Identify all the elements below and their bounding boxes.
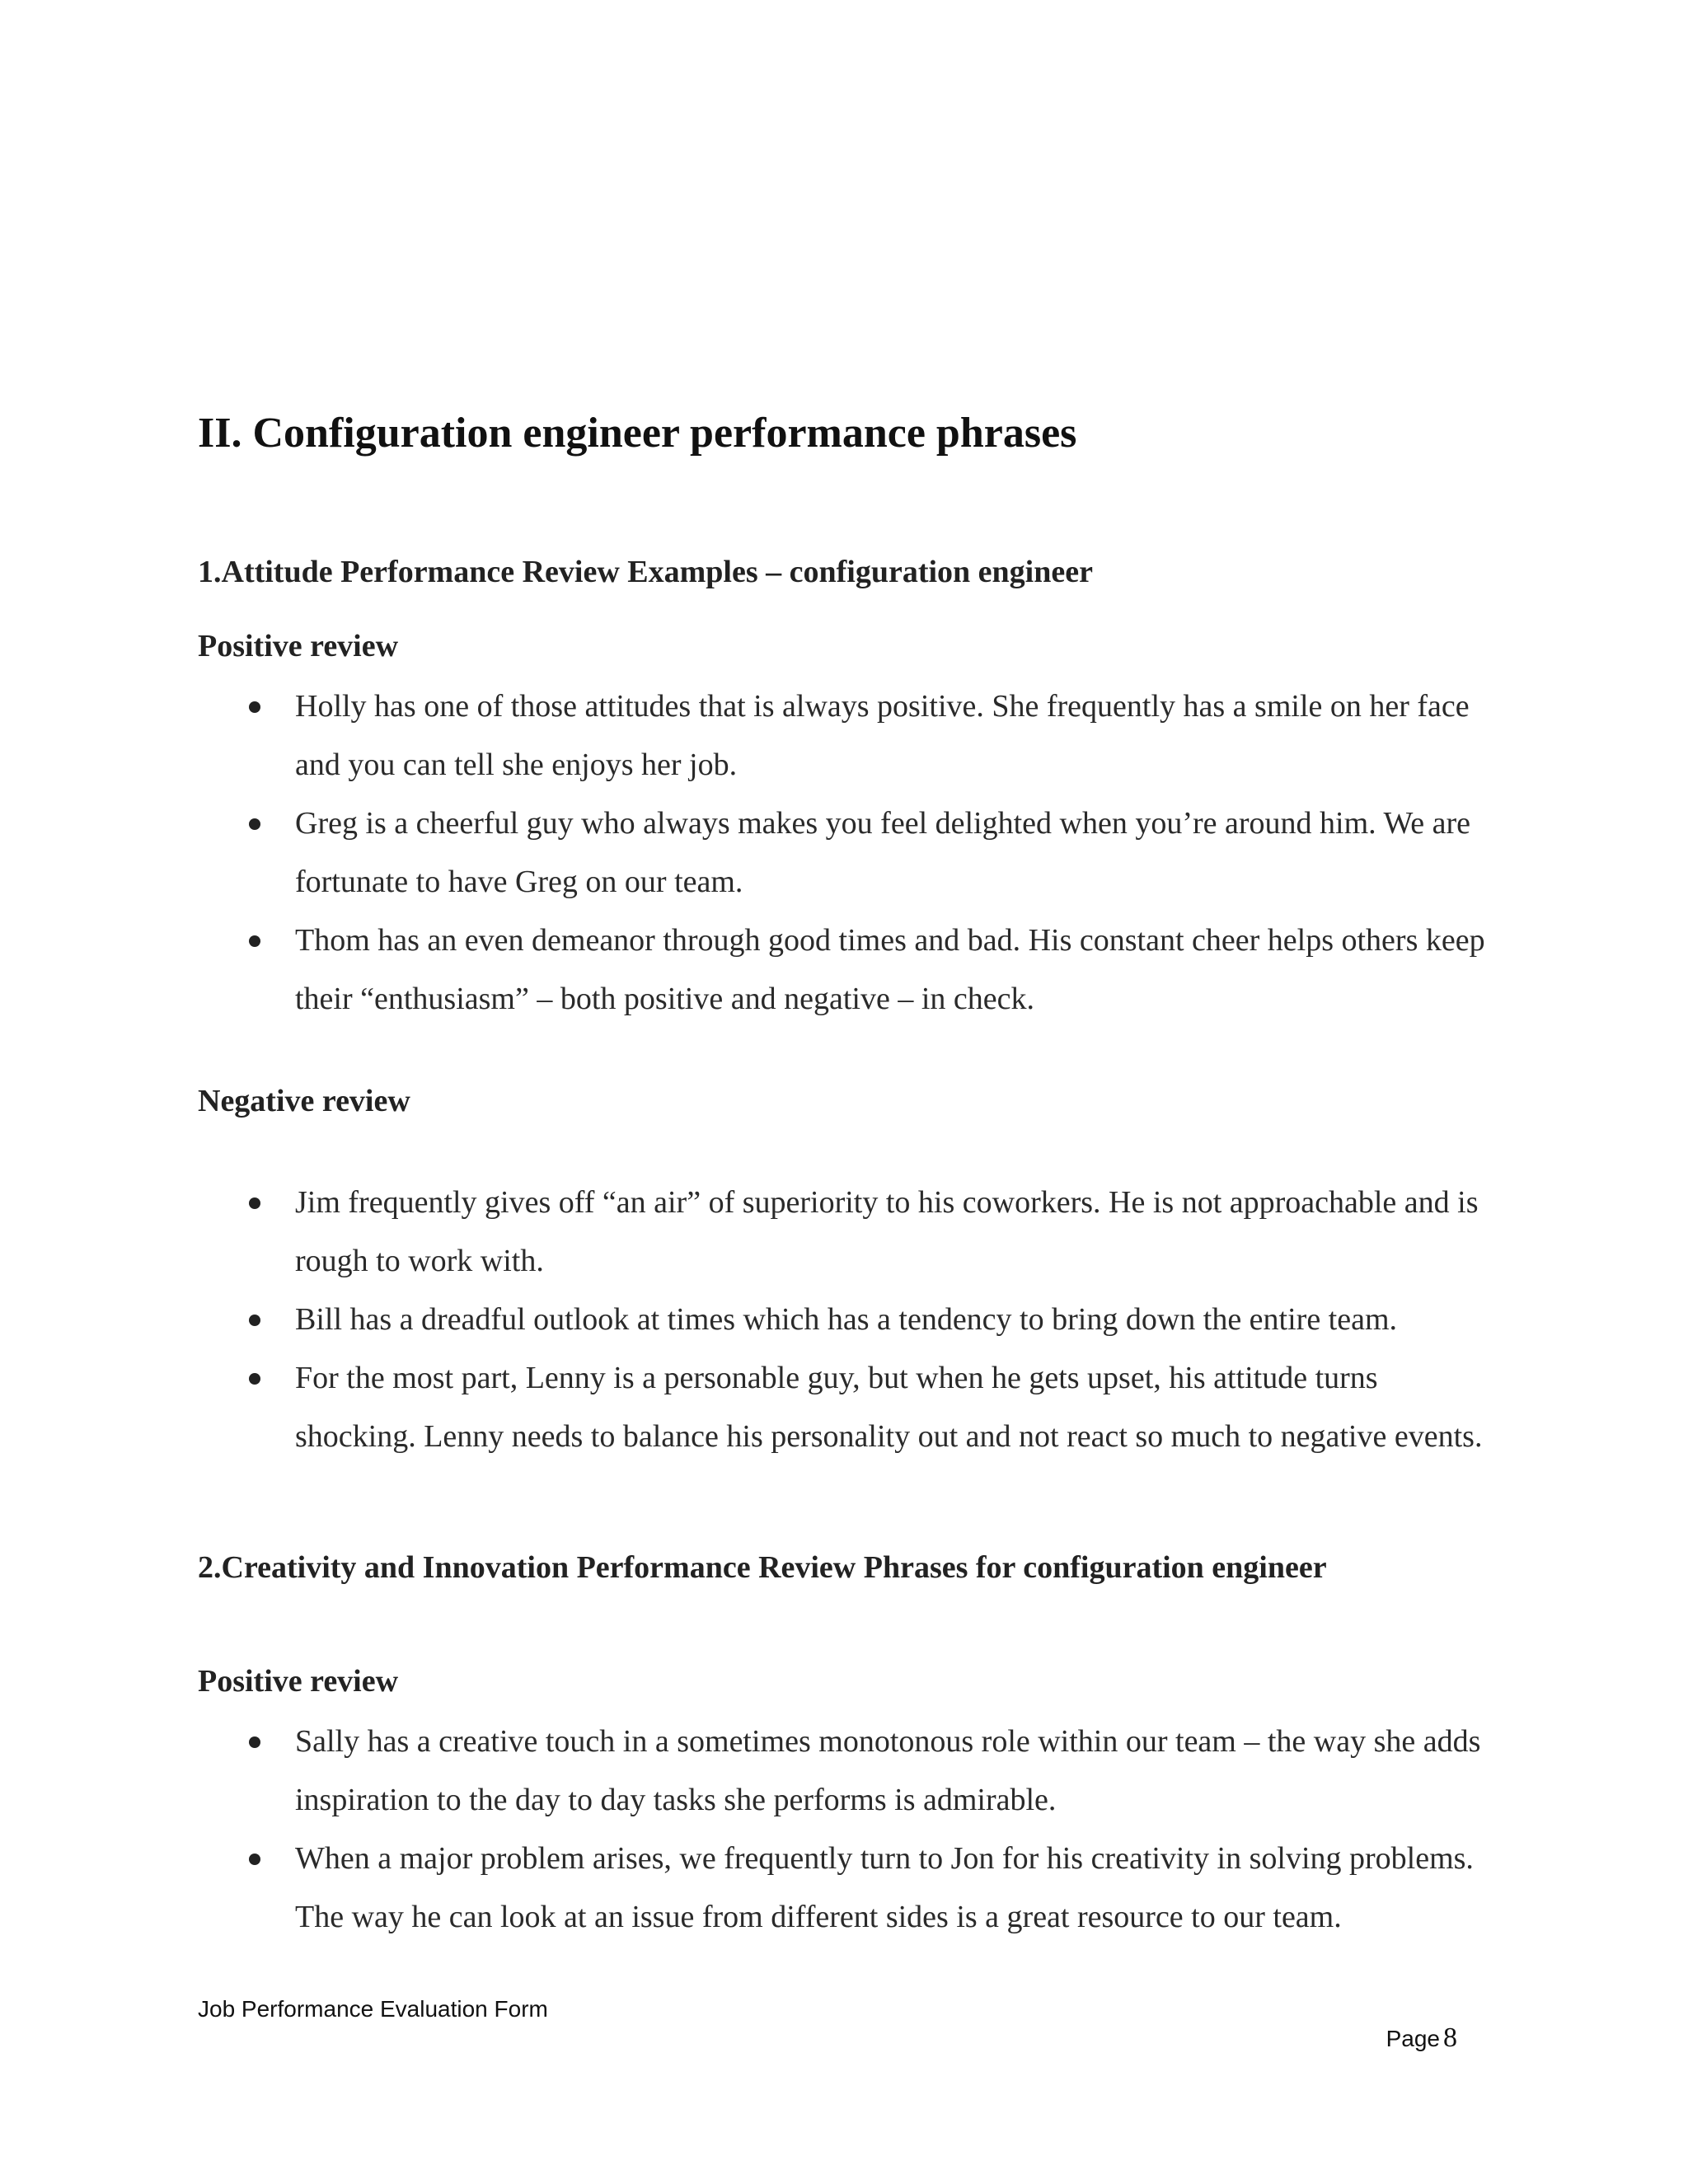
list-item-text: Thom has an even demeanor through good times and bad. His constant cheer helps others keep their “enthusiasm” – both positive and negative – in check.	[295, 923, 1485, 1016]
list-item	[198, 1349, 1500, 1466]
positive-review-label: Positive review	[198, 629, 399, 663]
negative-review-label: Negative review	[198, 1084, 410, 1118]
list-item	[198, 677, 1500, 794]
creativity-positive-list	[198, 1713, 1500, 1947]
bullet-icon	[249, 1315, 260, 1326]
page-number	[1386, 2022, 1457, 2054]
list-item-text: Jim frequently gives off “an air” of superiority to his coworkers. He is not approachable and is rough to work with.	[295, 1185, 1479, 1278]
page-label: Page	[1386, 2026, 1440, 2051]
positive-review-label: Positive review	[198, 1664, 399, 1699]
list-item	[198, 1291, 1500, 1349]
subsection-title-attitude: 1.Attitude Performance Review Examples – configuration engineer	[198, 555, 1093, 589]
bullet-icon	[249, 1197, 260, 1209]
list-item	[198, 1713, 1500, 1830]
bullet-icon	[249, 1736, 260, 1748]
bullet-icon	[249, 1373, 260, 1385]
list-item	[198, 794, 1500, 912]
section-title: II. Configuration engineer performance phrases	[198, 410, 1077, 457]
bullet-icon	[249, 818, 260, 830]
page-number-value: 8	[1443, 2022, 1457, 2053]
list-item	[198, 912, 1500, 1029]
attitude-negative-list	[198, 1174, 1500, 1466]
list-item-text: Bill has a dreadful outlook at times which has a tendency to bring down the entire team.	[295, 1302, 1398, 1337]
bullet-icon	[249, 1854, 260, 1865]
list-item-text: Holly has one of those attitudes that is always positive. She frequently has a smile on her face and you can tell she enjoys her job.	[295, 689, 1470, 782]
bullet-icon	[249, 701, 260, 713]
footer-form-name: Job Performance Evaluation Form	[198, 1996, 548, 2022]
attitude-positive-list	[198, 677, 1500, 1029]
subsection-title-creativity: 2.Creativity and Innovation Performance Review Phrases for configuration engineer	[198, 1550, 1327, 1585]
list-item-text: When a major problem arises, we frequently turn to Jon for his creativity in solving problems. The way he can look at an issue from different sides is a great resource to our team.	[295, 1841, 1474, 1934]
list-item	[198, 1830, 1500, 1947]
list-item-text: For the most part, Lenny is a personable guy, but when he gets upset, his attitude turns shocking. Lenny needs to balance his personality out and not react so much to negative events.	[295, 1361, 1483, 1454]
bullet-icon	[249, 935, 260, 947]
list-item-text: Greg is a cheerful guy who always makes you feel delighted when you’re around him. We are fortunate to have Greg on our team.	[295, 806, 1471, 899]
list-item-text: Sally has a creative touch in a sometimes monotonous role within our team – the way she adds inspiration to the day to day tasks she performs is admirable.	[295, 1724, 1481, 1817]
list-item	[198, 1174, 1500, 1291]
